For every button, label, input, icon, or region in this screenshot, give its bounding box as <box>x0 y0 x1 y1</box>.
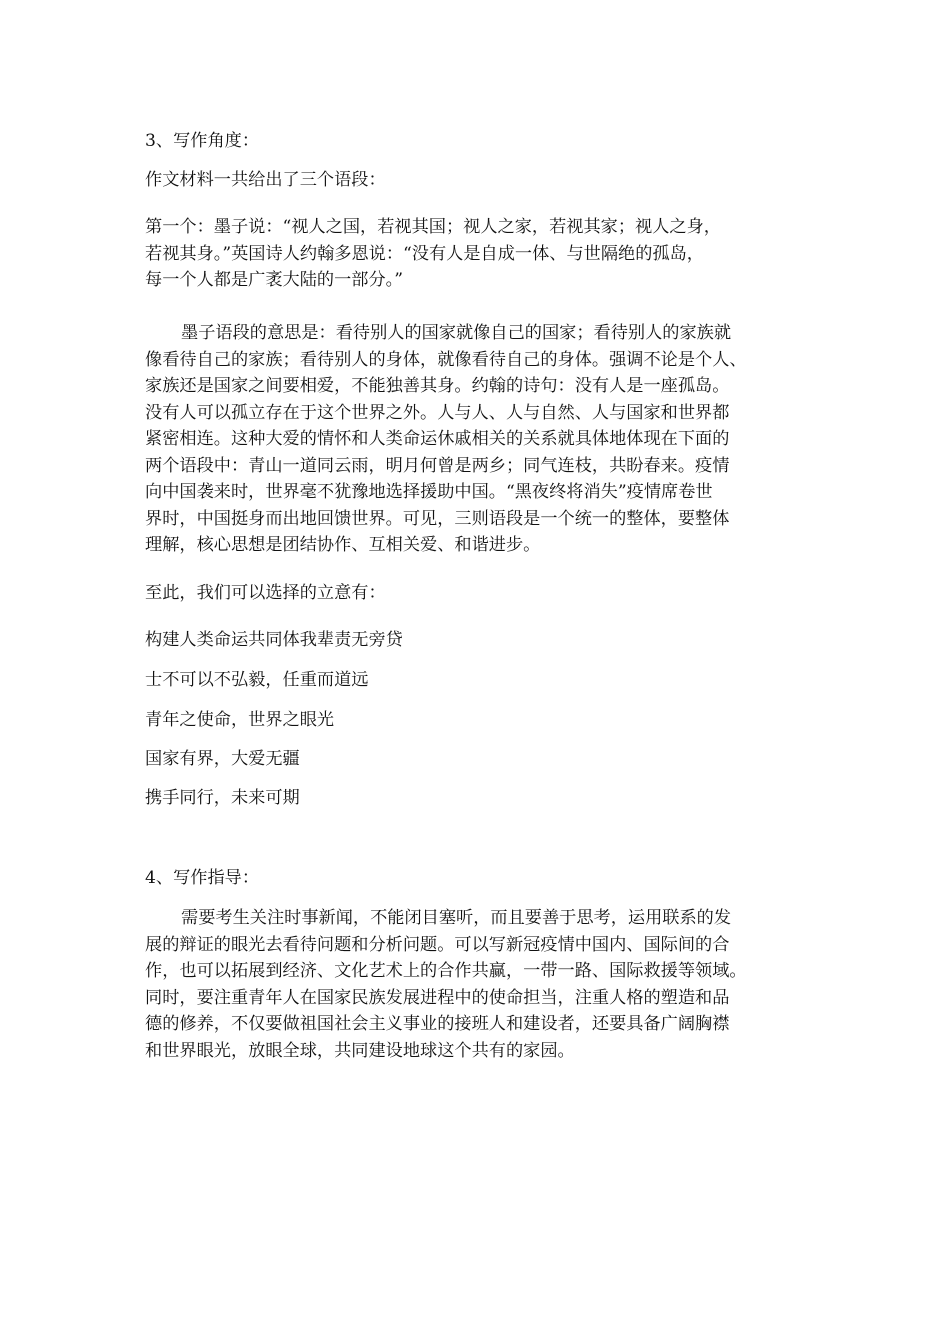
quote-line: 每一个人都是广袤大陆的一部分。” <box>145 270 404 290</box>
section-3-intro: 作文材料一共给出了三个语段： <box>145 170 386 190</box>
analysis-line: 两个语段中：青山一道同云雨，明月何曾是两乡；同气连枝，共盼春来。疫情 <box>145 455 730 476</box>
section-3-heading: 3、写作角度： <box>145 131 260 151</box>
analysis-line: 墨子语段的意思是：看待别人的国家就像自己的国家；看待别人的家族就 <box>181 323 732 343</box>
guidance-paragraph <box>145 905 805 1064</box>
quote-paragraph <box>145 214 805 294</box>
quote-line: 若视其身。”英国诗人约翰多恩说：“没有人是自成一体、与世隔绝的孤岛， <box>145 243 704 264</box>
analysis-line: 理解，核心思想是团结协作、互相关爱、和谐进步。 <box>145 535 541 555</box>
analysis-line: 家族还是国家之间要相爱，不能独善其身。约翰的诗句：没有人是一座孤岛。 <box>145 376 730 396</box>
guidance-line: 同时，要注重青年人在国家民族发展进程中的使命担当，注重人格的塑造和品 <box>145 987 730 1008</box>
option-item: 国家有界，大爱无疆 <box>145 749 300 769</box>
guidance-line: 需要考生关注时事新闻，不能闭目塞听，而且要善于思考，运用联系的发 <box>181 908 732 928</box>
option-item: 士不可以不弘毅，任重而道远 <box>145 670 369 690</box>
section-4-heading: 4、写作指导： <box>145 868 260 888</box>
guidance-line: 作，也可以拓展到经济、文化艺术上的合作共赢，一带一路、国际救援等领域。 <box>145 961 747 981</box>
analysis-paragraph <box>145 320 805 559</box>
analysis-line: 像看待自己的家族；看待别人的身体，就像看待自己的身体。强调不论是个人、 <box>145 349 747 370</box>
guidance-line: 展的辩证的眼光去看待问题和分析问题。可以写新冠疫情中国内、国际间的合 <box>145 934 730 955</box>
option-item: 构建人类命运共同体我辈责无旁贷 <box>145 630 403 650</box>
analysis-line: 界时，中国挺身而出地回馈世界。可见，三则语段是一个统一的整体，要整体 <box>145 508 730 529</box>
analysis-line: 没有人可以孤立存在于这个世界之外。人与人、人与自然、人与国家和世界都 <box>145 402 730 423</box>
analysis-line: 向中国袭来时，世界毫不犹豫地选择援助中国。“黑夜终将消失”疫情席卷世 <box>145 482 713 502</box>
analysis-line: 紧密相连。这种大爱的情怀和人类命运休戚相关的关系就具体地体现在下面的 <box>145 429 730 449</box>
quote-line: 第一个：墨子说：“视人之国，若视其国；视人之家，若视其家；视人之身， <box>145 217 721 237</box>
option-item: 携手同行，未来可期 <box>145 788 300 808</box>
options-intro: 至此，我们可以选择的立意有： <box>145 583 386 603</box>
guidance-line: 德的修养，不仅要做祖国社会主义事业的接班人和建设者，还要具备广阔胸襟 <box>145 1014 730 1034</box>
guidance-line: 和世界眼光，放眼全球，共同建设地球这个共有的家园。 <box>145 1040 575 1061</box>
option-item: 青年之使命，世界之眼光 <box>145 710 335 730</box>
